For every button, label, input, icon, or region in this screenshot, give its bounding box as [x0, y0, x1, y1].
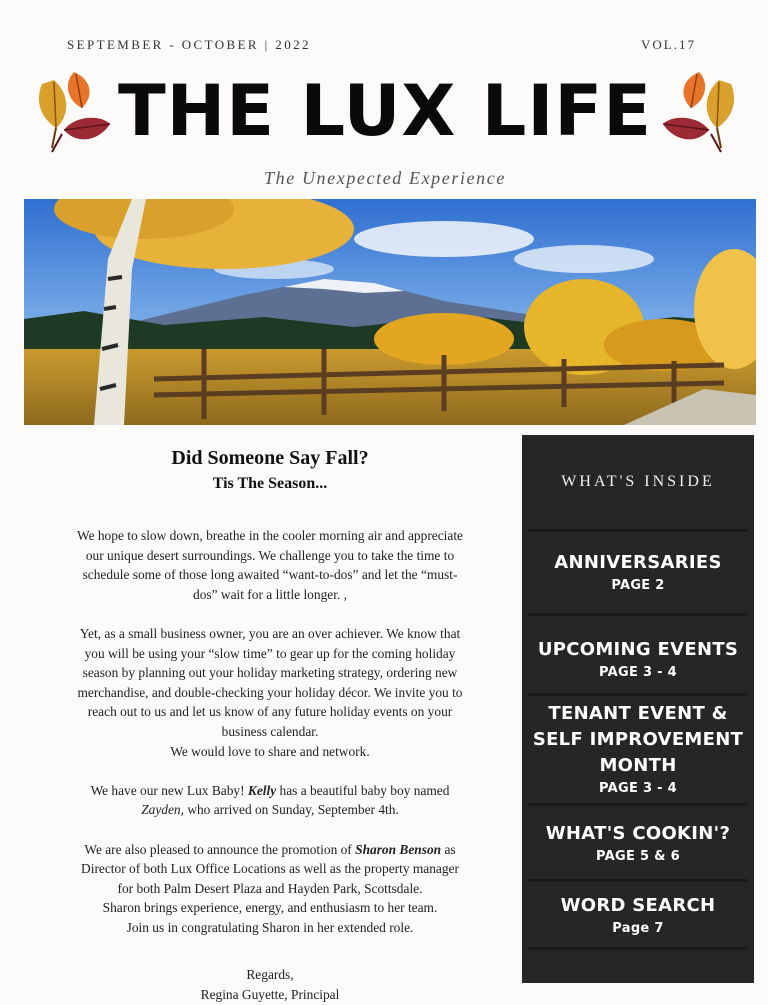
text-line: for both Palm Desert Plaza and Hayden Park, Scottsdale. [117, 880, 423, 896]
text-span: We have our new Lux Baby! [90, 782, 248, 798]
toc-item-upcoming-events[interactable] [522, 637, 754, 683]
article-paragraph-1 [30, 526, 510, 604]
article-subheadline: Tis The Season... [212, 475, 328, 492]
text-span: We are also pleased to announce the promotion of [84, 841, 356, 857]
newsletter-tagline: The Unexpected Experience [264, 168, 506, 188]
masthead [0, 70, 768, 160]
text-line: schedule some of those long awaited “want-to-dos” and let the “must- [82, 567, 458, 583]
sidebar-divider [528, 613, 748, 616]
toc-item-page: Page 7 [612, 921, 664, 936]
issue-date-range: SEPTEMBER - OCTOBER | 2022 [67, 37, 311, 52]
sidebar-divider [528, 879, 748, 882]
text-span: has a beautiful baby boy named [276, 782, 450, 798]
highlight-name: Kelly [247, 782, 277, 798]
text-line: Yet, as a small business owner, you are an over achiever. We know that [79, 625, 461, 641]
whats-inside-sidebar [522, 435, 754, 983]
text-line [30, 781, 510, 801]
text-line: Join us in congratulating Sharon in her extended role. [126, 919, 414, 935]
text-line: We hope to slow down, breathe in the cooler morning air and appreciate [77, 528, 463, 543]
text-line: you will be using your “slow time” to gear up for the coming holiday [84, 645, 456, 661]
autumn-leaves-left-icon [34, 70, 116, 160]
toc-item-page: PAGE 2 [611, 578, 665, 593]
text-line: reach out to us and let us know of any future holiday events on your [87, 704, 453, 720]
issue-volume: VOL.17 [641, 37, 696, 52]
article-headline: Did Someone Say Fall? [171, 447, 369, 469]
toc-item-page: PAGE 5 & 6 [596, 849, 680, 864]
highlight-name: Sharon Benson [355, 841, 442, 857]
article-paragraph-4 [30, 840, 510, 938]
sidebar-divider [528, 693, 748, 696]
toc-item-word-search[interactable] [522, 893, 754, 939]
article-closing [30, 965, 510, 1004]
text-line: merchandise, and double-checking your holiday décor. We invite you to [77, 684, 463, 700]
toc-item-page: PAGE 3 - 4 [598, 781, 677, 796]
autumn-leaves-right-icon [657, 70, 739, 160]
article-paragraph-3 [30, 781, 510, 820]
text-line: our unique desert surroundings. We challenge you to take the time to [85, 547, 455, 563]
text-line [30, 840, 510, 860]
toc-item-title: TENANT EVENT & [548, 703, 728, 724]
text-line: We would love to share and network. [170, 743, 370, 759]
toc-item-tenant-event[interactable] [522, 701, 754, 799]
newsletter-title: THE LUX LIFE [117, 70, 653, 152]
toc-item-anniversaries[interactable] [522, 550, 754, 596]
toc-item-page: PAGE 3 - 4 [598, 665, 677, 680]
toc-item-title: MONTH [599, 755, 677, 776]
text-line: business calendar. [221, 723, 319, 739]
text-span: who arrived on Sunday, September 4th. [183, 802, 399, 818]
text-line: Director of both Lux Office Locations as well as the property manager [81, 861, 459, 877]
toc-item-title: WORD SEARCH [560, 895, 716, 916]
sidebar-divider [528, 947, 748, 950]
closing-line: Regards, [246, 967, 294, 983]
baby-name: Zayden, [141, 802, 184, 818]
article-paragraph-2 [30, 624, 510, 761]
text-span: as [441, 841, 456, 857]
autumn-landscape-photo [24, 199, 756, 425]
text-line [30, 800, 510, 820]
toc-item-title: ANNIVERSARIES [554, 552, 722, 573]
toc-item-title: SELF IMPROVEMENT [532, 729, 744, 750]
text-line: season by planning out your holiday marketing strategy, ordering new [82, 665, 458, 681]
toc-item-whats-cookin[interactable] [522, 821, 754, 867]
sidebar-divider [528, 803, 748, 806]
sidebar-heading: WHAT'S INSIDE [561, 473, 715, 490]
signature-line: Regina Guyette, Principal [200, 987, 340, 1003]
text-line: dos” wait for a little longer. , [193, 586, 347, 602]
text-line: Sharon brings experience, energy, and enthusiasm to her team. [102, 900, 438, 916]
toc-item-title: UPCOMING EVENTS [537, 639, 739, 660]
toc-item-title: WHAT'S COOKIN'? [545, 823, 731, 844]
feature-article [30, 440, 510, 1005]
sidebar-divider [528, 529, 748, 532]
